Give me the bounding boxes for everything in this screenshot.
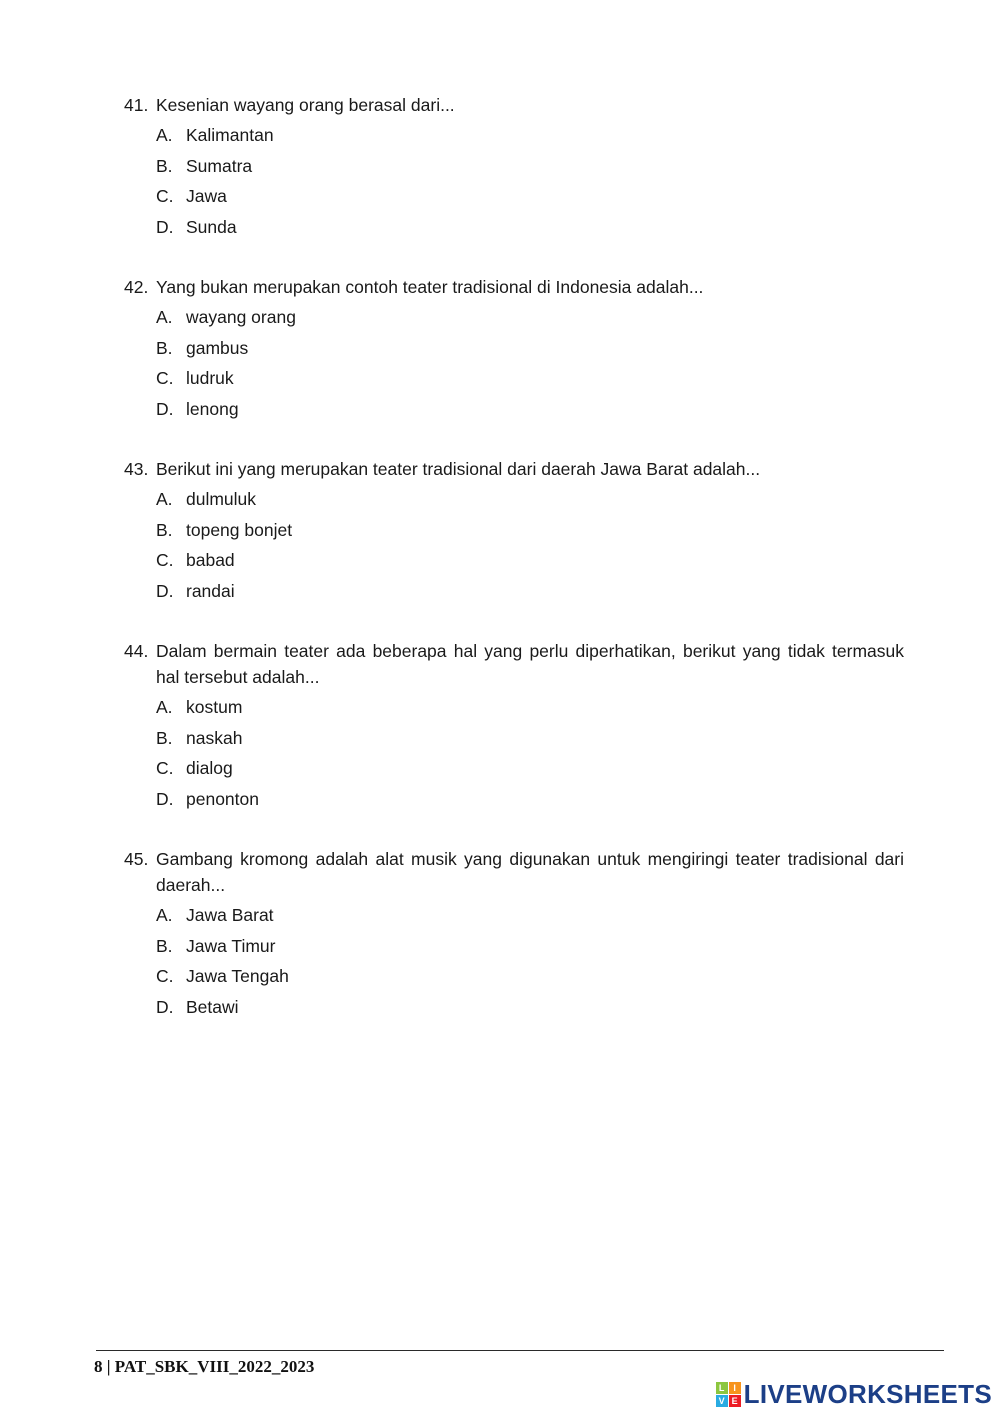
option-letter: A. bbox=[156, 905, 173, 925]
option-text: naskah bbox=[186, 727, 243, 748]
option-text: kostum bbox=[186, 697, 243, 717]
question-41 bbox=[124, 92, 904, 244]
option-letter: B. bbox=[156, 727, 173, 748]
option-letter: D. bbox=[156, 996, 174, 1017]
option-letter: A. bbox=[156, 697, 173, 717]
option-text: Jawa bbox=[186, 186, 227, 206]
option-text: Kalimantan bbox=[186, 125, 274, 145]
logo-tile: E bbox=[729, 1395, 741, 1407]
answer-option[interactable] bbox=[156, 396, 904, 427]
answer-options bbox=[156, 304, 904, 426]
option-letter: D. bbox=[156, 788, 174, 809]
option-letter: A. bbox=[156, 307, 173, 327]
answer-option[interactable] bbox=[156, 933, 904, 964]
question-43 bbox=[124, 456, 904, 608]
answer-options bbox=[156, 902, 904, 1024]
option-letter: C. bbox=[156, 966, 174, 986]
liveworksheets-watermark bbox=[716, 1379, 992, 1410]
option-letter: D. bbox=[156, 580, 174, 601]
answer-option[interactable] bbox=[156, 578, 904, 609]
option-text: Jawa Barat bbox=[186, 905, 274, 925]
option-letter: A. bbox=[156, 489, 173, 509]
answer-option[interactable] bbox=[156, 517, 904, 548]
answer-option[interactable] bbox=[156, 486, 904, 517]
option-letter: A. bbox=[156, 125, 173, 145]
option-text: topeng bonjet bbox=[186, 519, 293, 540]
answer-options bbox=[156, 694, 904, 816]
option-text: Jawa Timur bbox=[186, 935, 276, 956]
answer-option[interactable] bbox=[156, 547, 904, 578]
answer-option[interactable] bbox=[156, 214, 904, 245]
question-number: 44. bbox=[124, 641, 149, 661]
question-text: Kesenian wayang orang berasal dari... bbox=[156, 95, 455, 115]
liveworksheets-logo-icon bbox=[716, 1382, 741, 1407]
question-42 bbox=[124, 274, 904, 426]
question-number: 42. bbox=[124, 277, 149, 297]
option-letter: C. bbox=[156, 368, 174, 388]
question-stem bbox=[124, 846, 904, 898]
question-stem bbox=[124, 456, 904, 482]
footer-page-label: 8 | PAT_SBK_VIII_2022_2023 bbox=[94, 1357, 315, 1376]
option-text: ludruk bbox=[186, 368, 234, 388]
option-letter: D. bbox=[156, 398, 174, 419]
question-number: 41. bbox=[124, 95, 149, 115]
logo-tile: I bbox=[729, 1382, 741, 1394]
question-number: 43. bbox=[124, 459, 149, 479]
answer-option[interactable] bbox=[156, 304, 904, 335]
option-letter: C. bbox=[156, 550, 174, 570]
option-text: dialog bbox=[186, 758, 233, 778]
answer-option[interactable] bbox=[156, 755, 904, 786]
question-text: Gambang kromong adalah alat musik yang digunakan untuk mengiringi teater tradisional dari daerah... bbox=[156, 849, 904, 895]
option-letter: B. bbox=[156, 519, 173, 540]
option-letter: C. bbox=[156, 186, 174, 206]
answer-options bbox=[156, 486, 904, 608]
answer-option[interactable] bbox=[156, 153, 904, 184]
question-stem bbox=[124, 92, 904, 118]
answer-option[interactable] bbox=[156, 963, 904, 994]
logo-tile: V bbox=[716, 1395, 728, 1407]
question-45 bbox=[124, 846, 904, 1024]
option-text: Sumatra bbox=[186, 155, 253, 176]
question-text: Berikut ini yang merupakan teater tradisional dari daerah Jawa Barat adalah... bbox=[156, 459, 761, 479]
answer-option[interactable] bbox=[156, 725, 904, 756]
question-text: Yang bukan merupakan contoh teater tradisional di Indonesia adalah... bbox=[156, 277, 704, 297]
answer-option[interactable] bbox=[156, 786, 904, 817]
option-text: Jawa Tengah bbox=[186, 966, 289, 986]
question-stem bbox=[124, 638, 904, 690]
brand-name: LIVEWORKSHEETS bbox=[743, 1379, 992, 1409]
option-text: lenong bbox=[186, 398, 239, 419]
option-letter: B. bbox=[156, 155, 173, 176]
option-text: Sunda bbox=[186, 216, 237, 237]
answer-option[interactable] bbox=[156, 994, 904, 1025]
option-letter: C. bbox=[156, 758, 174, 778]
answer-option[interactable] bbox=[156, 183, 904, 214]
logo-tile: L bbox=[716, 1382, 728, 1394]
option-text: dulmuluk bbox=[186, 489, 257, 509]
question-list bbox=[124, 92, 904, 1054]
option-text: Betawi bbox=[186, 996, 239, 1017]
option-text: gambus bbox=[186, 337, 249, 358]
footer-divider bbox=[96, 1350, 944, 1351]
option-text: babad bbox=[186, 550, 235, 570]
answer-option[interactable] bbox=[156, 335, 904, 366]
answer-option[interactable] bbox=[156, 694, 904, 725]
question-44 bbox=[124, 638, 904, 816]
option-text: penonton bbox=[186, 788, 259, 809]
answer-options bbox=[156, 122, 904, 244]
question-text: Dalam bermain teater ada beberapa hal yang perlu diperhatikan, berikut yang tidak termasuk hal tersebut adalah... bbox=[156, 641, 904, 687]
answer-option[interactable] bbox=[156, 365, 904, 396]
option-text: randai bbox=[186, 580, 235, 601]
option-letter: B. bbox=[156, 935, 173, 956]
option-letter: B. bbox=[156, 337, 173, 358]
question-stem bbox=[124, 274, 904, 300]
answer-option[interactable] bbox=[156, 122, 904, 153]
option-letter: D. bbox=[156, 216, 174, 237]
question-number: 45. bbox=[124, 849, 149, 869]
option-text: wayang orang bbox=[186, 307, 296, 327]
answer-option[interactable] bbox=[156, 902, 904, 933]
